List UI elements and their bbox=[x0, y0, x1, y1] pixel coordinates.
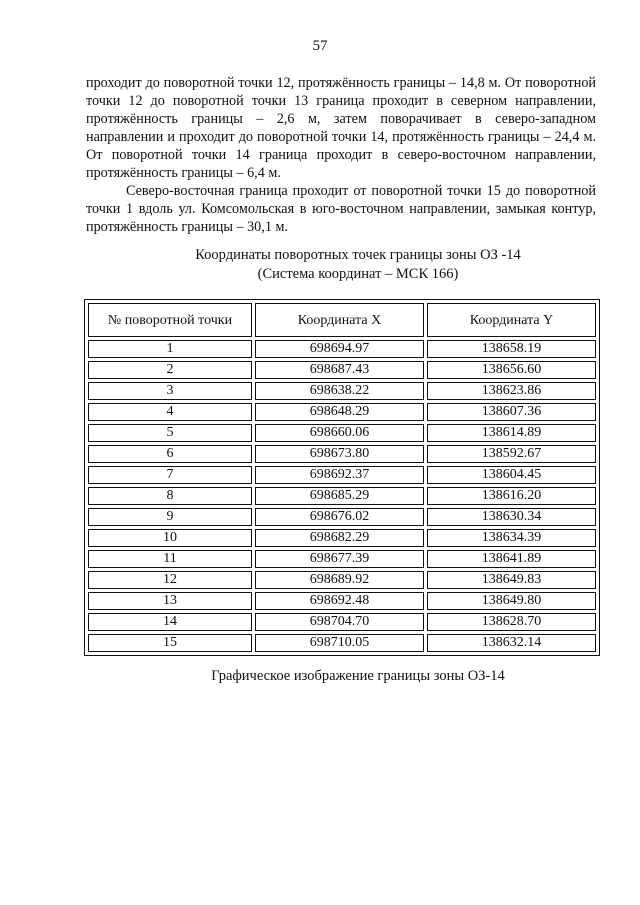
table-row bbox=[88, 613, 596, 631]
point-number-cell: 15 bbox=[88, 634, 252, 652]
table-row bbox=[88, 382, 596, 400]
coordinate-y-cell: 138614.89 bbox=[427, 424, 596, 442]
coordinate-y-cell: 138607.36 bbox=[427, 403, 596, 421]
coordinate-x-cell: 698704.70 bbox=[255, 613, 424, 631]
paragraph-continuation: проходит до поворотной точки 12, протяжённость границы – 14,8 м. От поворотной точки 12 до поворотной точки 13 граница проходит в северном направлении, протяжённость границы – 2,6 м, затем поворачивает в северо-западном направлении и проходит до поворотной точки 14, протяжённость границы – 24,4 м. От поворотной точки 14 граница проходит в северо-восточном направлении, протяжённость границы – 6,4 м. bbox=[86, 75, 596, 181]
point-number-cell: 4 bbox=[88, 403, 252, 421]
point-number-cell: 10 bbox=[88, 529, 252, 547]
table-row bbox=[88, 424, 596, 442]
coordinate-x-cell: 698648.29 bbox=[255, 403, 424, 421]
point-number-cell: 13 bbox=[88, 592, 252, 610]
coordinate-x-cell: 698673.80 bbox=[255, 445, 424, 463]
coordinate-x-cell: 698638.22 bbox=[255, 382, 424, 400]
table-row bbox=[88, 592, 596, 610]
coordinate-y-cell: 138649.83 bbox=[427, 571, 596, 589]
coordinate-y-cell: 138634.39 bbox=[427, 529, 596, 547]
header-coordinate-x: Координата X bbox=[255, 303, 424, 337]
table-title-line1: Координаты поворотных точек границы зоны ОЗ -14 bbox=[195, 247, 521, 263]
point-number-cell: 7 bbox=[88, 466, 252, 484]
table-row bbox=[88, 340, 596, 358]
paragraph-northeast-boundary: Северо-восточная граница проходит от поворотной точки 15 до поворотной точки 1 вдоль ул. Комсомольская в юго-восточном направлении, замыкая контур, протяжённость границы – 30,1 м. bbox=[86, 183, 596, 235]
coordinates-table bbox=[84, 299, 600, 656]
coordinate-y-cell: 138623.86 bbox=[427, 382, 596, 400]
coordinate-x-cell: 698692.37 bbox=[255, 466, 424, 484]
coordinate-y-cell: 138592.67 bbox=[427, 445, 596, 463]
point-number-cell: 9 bbox=[88, 508, 252, 526]
table-row bbox=[88, 487, 596, 505]
table-body bbox=[88, 340, 596, 652]
coordinate-y-cell: 138630.34 bbox=[427, 508, 596, 526]
coordinate-y-cell: 138616.20 bbox=[427, 487, 596, 505]
point-number-cell: 6 bbox=[88, 445, 252, 463]
table-row bbox=[88, 445, 596, 463]
table-row bbox=[88, 361, 596, 379]
coordinate-y-cell: 138628.70 bbox=[427, 613, 596, 631]
header-point-number: № поворотной точки bbox=[88, 303, 252, 337]
coordinate-y-cell: 138656.60 bbox=[427, 361, 596, 379]
coordinate-x-cell: 698660.06 bbox=[255, 424, 424, 442]
coordinate-x-cell: 698694.97 bbox=[255, 340, 424, 358]
table-row bbox=[88, 403, 596, 421]
coordinate-x-cell: 698689.92 bbox=[255, 571, 424, 589]
header-coordinate-y: Координата Y bbox=[427, 303, 596, 337]
table-row bbox=[88, 508, 596, 526]
table-row bbox=[88, 529, 596, 547]
coordinate-y-cell: 138649.80 bbox=[427, 592, 596, 610]
coordinate-y-cell: 138641.89 bbox=[427, 550, 596, 568]
table-row bbox=[88, 634, 596, 652]
table-row bbox=[88, 550, 596, 568]
coordinate-x-cell: 698682.29 bbox=[255, 529, 424, 547]
point-number-cell: 11 bbox=[88, 550, 252, 568]
point-number-cell: 14 bbox=[88, 613, 252, 631]
body-text bbox=[86, 74, 596, 236]
coordinate-x-cell: 698685.29 bbox=[255, 487, 424, 505]
coordinate-y-cell: 138658.19 bbox=[427, 340, 596, 358]
graphic-title: Графическое изображение границы зоны ОЗ-14 bbox=[211, 668, 505, 684]
point-number-cell: 8 bbox=[88, 487, 252, 505]
coordinate-x-cell: 698676.02 bbox=[255, 508, 424, 526]
coordinate-x-cell: 698692.48 bbox=[255, 592, 424, 610]
coordinate-y-cell: 138604.45 bbox=[427, 466, 596, 484]
coordinate-x-cell: 698687.43 bbox=[255, 361, 424, 379]
table-header-row bbox=[88, 303, 596, 337]
table-title bbox=[0, 246, 640, 284]
table-row bbox=[88, 571, 596, 589]
page-number: 57 bbox=[312, 38, 328, 54]
coordinate-x-cell: 698677.39 bbox=[255, 550, 424, 568]
point-number-cell: 5 bbox=[88, 424, 252, 442]
table-title-line2: (Система координат – МСК 166) bbox=[257, 266, 459, 282]
table-row bbox=[88, 466, 596, 484]
point-number-cell: 3 bbox=[88, 382, 252, 400]
coordinate-y-cell: 138632.14 bbox=[427, 634, 596, 652]
point-number-cell: 1 bbox=[88, 340, 252, 358]
coordinate-x-cell: 698710.05 bbox=[255, 634, 424, 652]
point-number-cell: 12 bbox=[88, 571, 252, 589]
point-number-cell: 2 bbox=[88, 361, 252, 379]
